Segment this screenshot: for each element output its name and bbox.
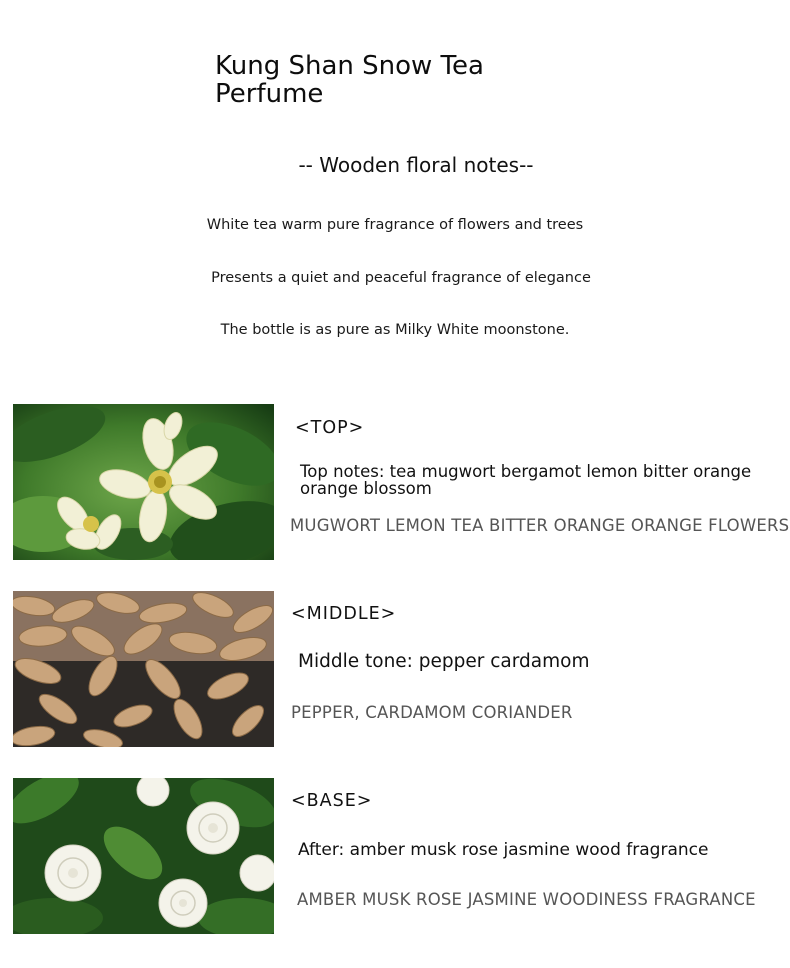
- middle-ingredients: PEPPER, CARDAMOM CORIANDER: [291, 703, 573, 722]
- jasmine-photo: [13, 778, 274, 934]
- description-line-1: White tea warm pure fragrance of flowers and trees: [206, 217, 584, 233]
- description-line-3: The bottle is as pure as Milky White moonstone.: [220, 322, 570, 338]
- description-line-2: Presents a quiet and peaceful fragrance of elegance: [211, 270, 591, 286]
- product-title: Kung Shan Snow Tea Perfume: [215, 51, 484, 109]
- top-ingredients: MUGWORT LEMON TEA BITTER ORANGE ORANGE FLOWERS: [290, 516, 790, 535]
- top-tier-label: <TOP>: [295, 418, 365, 438]
- orange-blossom-photo: [13, 404, 274, 560]
- base-ingredients: AMBER MUSK ROSE JASMINE WOODINESS FRAGRANCE: [297, 890, 756, 909]
- base-tier-label: <BASE>: [291, 791, 373, 811]
- top-notes-description: Top notes: tea mugwort bergamot lemon bitter orange orange blossom: [300, 462, 752, 498]
- product-subtitle: -- Wooden floral notes--: [298, 153, 534, 177]
- cardamom-photo: [13, 591, 274, 747]
- middle-tier-label: <MIDDLE>: [291, 604, 397, 624]
- middle-notes-description: Middle tone: pepper cardamom: [298, 651, 590, 672]
- base-notes-description: After: amber musk rose jasmine wood fragrance: [298, 840, 709, 860]
